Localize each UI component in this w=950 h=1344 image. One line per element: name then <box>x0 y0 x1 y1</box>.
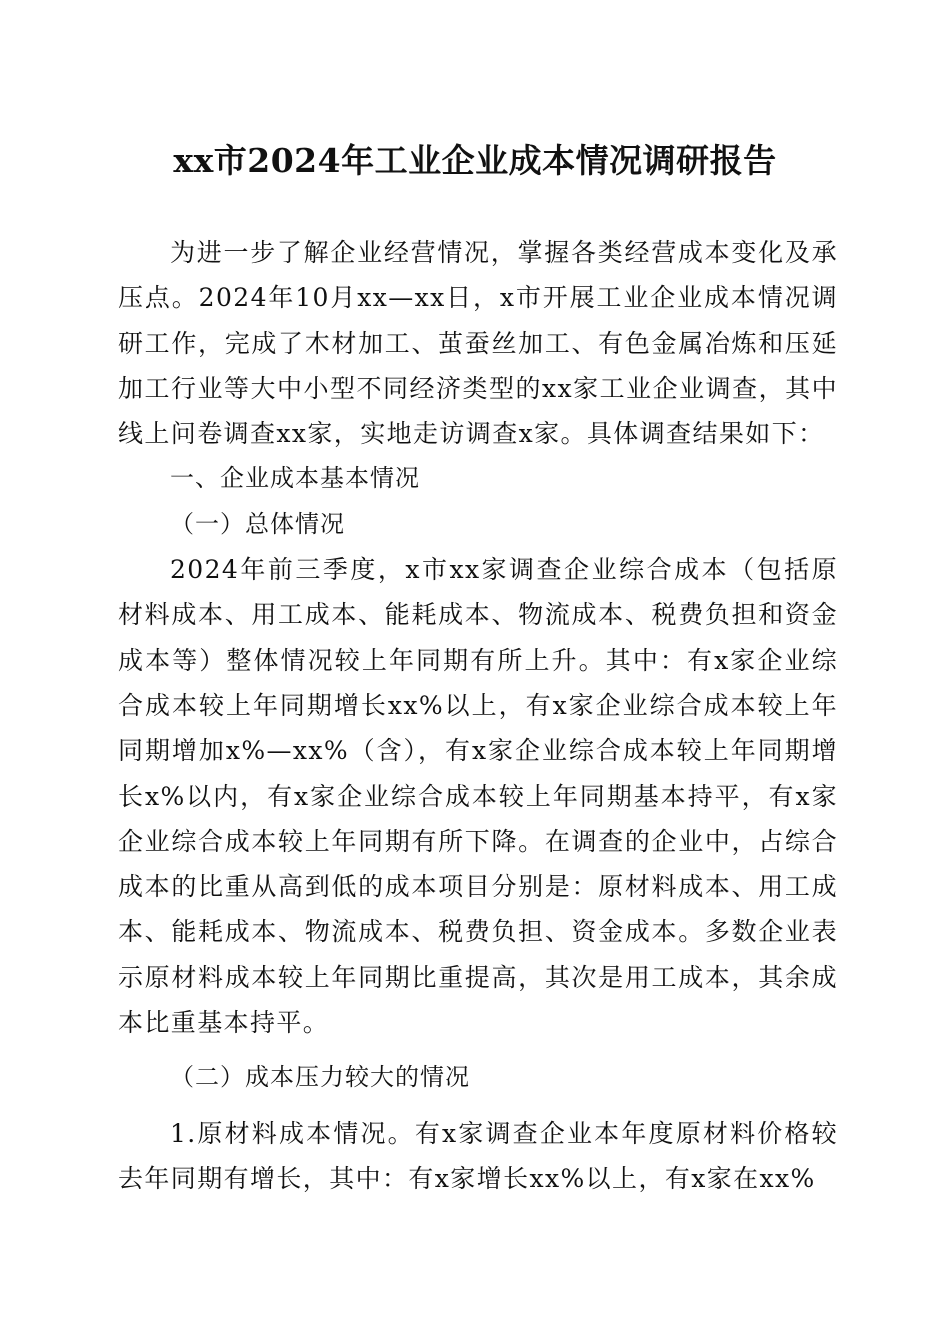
subsection-heading-2: （二）成本压力较大的情况 <box>170 1063 470 1092</box>
raw-material-paragraph: 1.原材料成本情况。有x家调查企业本年度原材料价格较去年同期有增长，其中：有x家增长xx%以上，有x家在xx% <box>118 1118 838 1193</box>
spacer <box>118 1045 838 1055</box>
document-title: xx市2024年工业企业成本情况调研报告 <box>173 141 777 180</box>
intro-paragraph: 为进一步了解企业经营情况，掌握各类经营成本变化及承压点。2024年10月xx—xx日，x市开展工业企业成本情况调研工作，完成了木材加工、茧蚕丝加工、有色金属冶炼和压延加工行业等大中小型不同经济类型的xx家工业企业调查，其中线上问卷调查xx家，实地走访调查x家。具体调查结果如下： <box>118 238 838 449</box>
document-body <box>118 230 838 1201</box>
overall-situation-paragraph: 2024年前三季度，x市xx家调查企业综合成本（包括原材料成本、用工成本、能耗成本、物流成本、税费负担和资金成本等）整体情况较上年同期有所上升。其中：有x家企业综合成本较上年同期增长xx%以上，有x家企业综合成本较上年同期增加x%—xx%（含），有x家企业综合成本较上年同期增长x%以内，有x家企业综合成本较上年同期基本持平，有x家企业综合成本较上年同期有所下降。在调查的企业中，占综合成本的比重从高到低的成本项目分别是：原材料成本、用工成本、能耗成本、物流成本、税费负担、资金成本。多数企业表示原材料成本较上年同期比重提高，其次是用工成本，其余成本比重基本持平。 <box>118 555 838 1038</box>
spacer <box>118 1101 838 1111</box>
subsection-heading-1: （一）总体情况 <box>170 509 345 538</box>
section-heading-1: 一、企业成本基本情况 <box>170 464 420 493</box>
